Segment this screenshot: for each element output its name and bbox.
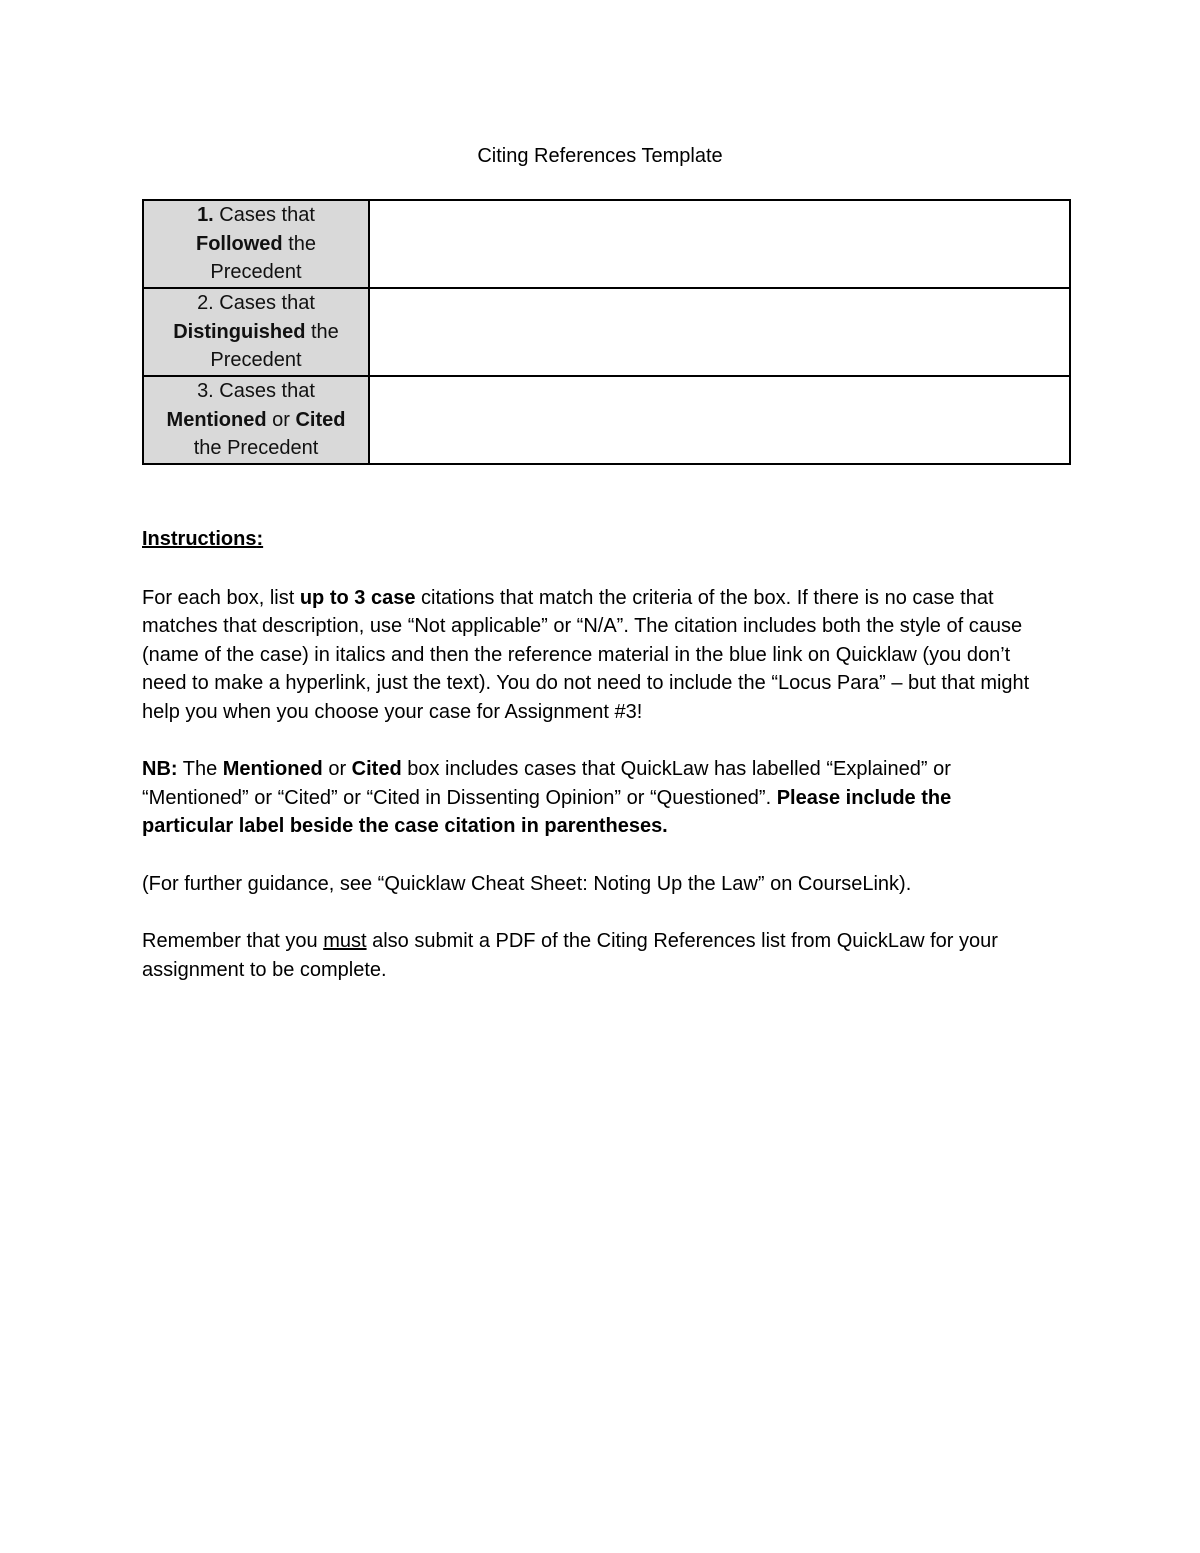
instructions-paragraph-1: For each box, list up to 3 case citations that match the criteria of the box. If there is no case that matches that description, use “Not applicable” or “N/A”. The citation includes both the style of cause (name of the case) in italics and then the reference material in the blue link on Quicklaw (you don’t need to make a hyperlink, just the text). You do not need to include the “Locus Para” – but that might help you when you choose your case for Assignment #3! <box>142 586 1030 723</box>
instructions-paragraph-reminder: Remember that you must also submit a PDF of the Citing References list from QuickLaw for your assignment to be complete. <box>142 930 998 981</box>
instructions-section <box>142 525 1042 1013</box>
document-title: Citing References Template <box>477 145 723 167</box>
nb-label: NB: <box>142 758 178 780</box>
table-row <box>143 288 1070 376</box>
followed-entry-cell[interactable] <box>369 200 1070 288</box>
mentioned-cited-entry-cell[interactable] <box>369 376 1070 464</box>
row-label-cell <box>143 376 369 464</box>
table-row <box>143 376 1070 464</box>
instructions-paragraph-nb: NB: The Mentioned or Cited box includes cases that QuickLaw has labelled “Explained” or “Mentioned” or “Cited” or “Cited in Dissenting Opinion” or “Questioned”. Please include the particular label beside the case citation in parentheses. <box>142 758 952 837</box>
row-keyword: Followed <box>195 232 283 255</box>
criteria-table <box>142 199 1071 465</box>
table-row <box>143 200 1070 288</box>
row-number: 1. <box>197 204 214 227</box>
row-label-mentioned-cited: 3. Cases that Mentioned or Cited the Precedent <box>166 380 346 460</box>
row-label-cell <box>143 288 369 376</box>
must-emphasis: must <box>323 930 367 952</box>
row-keyword: Distinguished <box>173 320 306 343</box>
row-label-distinguished: 2. Cases that Distinguished the Precedent <box>173 292 339 372</box>
row-keyword: Mentioned <box>166 408 267 431</box>
instructions-heading: Instructions: <box>142 528 264 550</box>
row-number: 3. <box>197 380 214 403</box>
row-label-cell <box>143 200 369 288</box>
row-number: 2. <box>197 292 214 315</box>
row-label-followed: 1. Cases that Followed the Precedent <box>195 204 317 284</box>
row-keyword: Cited <box>295 408 346 431</box>
instructions-paragraph-guidance: (For further guidance, see “Quicklaw Cheat Sheet: Noting Up the Law” on CourseLink). <box>142 872 912 895</box>
distinguished-entry-cell[interactable] <box>369 288 1070 376</box>
